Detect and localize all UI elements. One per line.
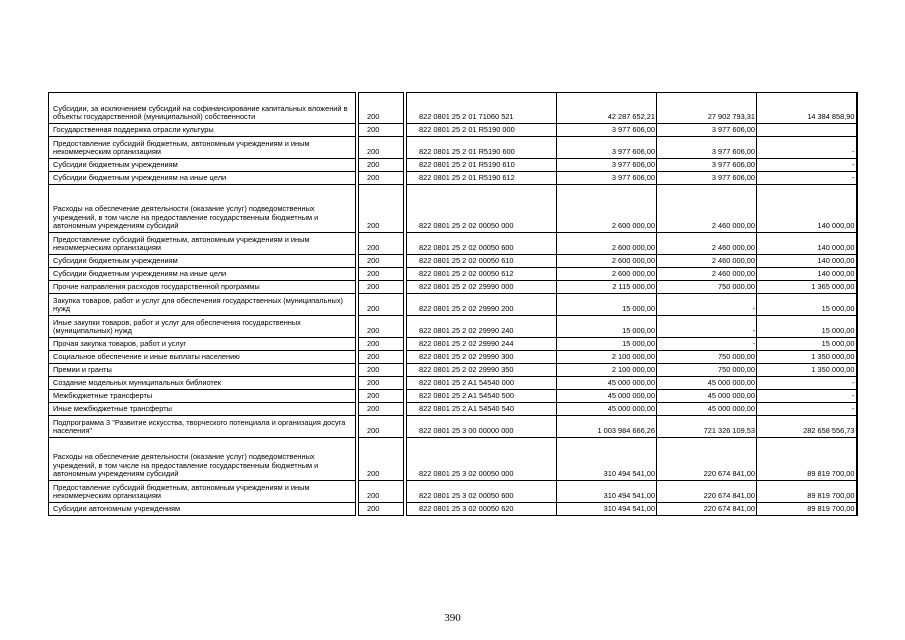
line-code-cell: 200 xyxy=(359,377,404,390)
unexecuted-amount-cell: 15 000,00 xyxy=(757,316,857,338)
budget-code-cell: 822 0801 25 3 02 00050 600 xyxy=(407,481,557,503)
budget-code-cell: 822 0801 25 2 01 R5190 600 xyxy=(407,137,557,159)
budget-code-cell: 822 0801 25 2 02 29990 350 xyxy=(407,364,557,377)
executed-amount-cell: 45 000 000,00 xyxy=(657,390,757,403)
line-code-cell: 200 xyxy=(359,438,404,481)
unexecuted-amount-cell: - xyxy=(757,403,857,416)
executed-amount-cell: 750 000,00 xyxy=(657,281,757,294)
budget-code-cell: 822 0801 25 2 02 29990 200 xyxy=(407,294,557,316)
expense-name-cell: Предоставление субсидий бюджетным, автономным учреждениям и иным некоммерческим организациям xyxy=(49,137,356,159)
table-row xyxy=(49,390,857,403)
executed-amount-cell: 3 977 606,00 xyxy=(657,159,757,172)
expense-name-cell: Иные межбюджетные трансферты xyxy=(49,403,356,416)
table-row xyxy=(49,403,857,416)
executed-amount-cell: 3 977 606,00 xyxy=(657,124,757,137)
unexecuted-amount-cell: - xyxy=(757,159,857,172)
unexecuted-amount-cell: 140 000,00 xyxy=(757,268,857,281)
budget-code-cell: 822 0801 25 2 01 71060 521 xyxy=(407,93,557,124)
budget-code-cell: 822 0801 25 2 02 00050 610 xyxy=(407,255,557,268)
executed-amount-cell: 721 326 109,53 xyxy=(657,416,757,438)
unexecuted-amount-cell: 140 000,00 xyxy=(757,255,857,268)
line-code-cell: 200 xyxy=(359,351,404,364)
expense-name-cell: Субсидии бюджетным учреждениям xyxy=(49,159,356,172)
line-code-cell: 200 xyxy=(359,403,404,416)
table-row xyxy=(49,416,857,438)
table-row xyxy=(49,93,857,124)
unexecuted-amount-cell: 282 658 556,73 xyxy=(757,416,857,438)
expense-name-cell: Создание модельных муниципальных библиотек xyxy=(49,377,356,390)
executed-amount-cell: 2 460 000,00 xyxy=(657,233,757,255)
budget-code-cell: 822 0801 25 2 01 R5190 610 xyxy=(407,159,557,172)
budget-code-cell: 822 0801 25 2 02 00050 600 xyxy=(407,233,557,255)
budget-code-cell: 822 0801 25 2 A1 54540 500 xyxy=(407,390,557,403)
line-code-cell: 200 xyxy=(359,281,404,294)
unexecuted-amount-cell: 140 000,00 xyxy=(757,185,857,233)
expense-name-cell: Расходы на обеспечение деятельности (оказание услуг) подведомственных учреждений, в том числе на предоставление государственным бюджетным и автономным учреждениям субсидий xyxy=(49,438,356,481)
approved-amount-cell: 2 600 000,00 xyxy=(557,185,657,233)
expense-name-cell: Субсидии, за исключением субсидий на софинансирование капитальных вложений в объекты государственной (муниципальной) собственности xyxy=(49,93,356,124)
table-row xyxy=(49,481,857,503)
table-row xyxy=(49,503,857,516)
executed-amount-cell: 2 460 000,00 xyxy=(657,268,757,281)
budget-code-cell: 822 0801 25 3 00 00000 000 xyxy=(407,416,557,438)
expense-name-cell: Межбюджетные трансферты xyxy=(49,390,356,403)
expense-name-cell: Премии и гранты xyxy=(49,364,356,377)
approved-amount-cell: 2 600 000,00 xyxy=(557,233,657,255)
approved-amount-cell: 3 977 606,00 xyxy=(557,137,657,159)
table-row xyxy=(49,338,857,351)
budget-code-cell: 822 0801 25 2 02 29990 000 xyxy=(407,281,557,294)
approved-amount-cell: 15 000,00 xyxy=(557,316,657,338)
table-row xyxy=(49,185,857,233)
table-row xyxy=(49,137,857,159)
unexecuted-amount-cell: - xyxy=(757,377,857,390)
approved-amount-cell: 42 287 652,21 xyxy=(557,93,657,124)
unexecuted-amount-cell: - xyxy=(757,390,857,403)
page-number: 390 xyxy=(444,612,461,624)
budget-code-cell: 822 0801 25 2 02 00050 000 xyxy=(407,185,557,233)
line-code-cell: 200 xyxy=(359,233,404,255)
approved-amount-cell: 3 977 606,00 xyxy=(557,124,657,137)
approved-amount-cell: 2 100 000,00 xyxy=(557,351,657,364)
expense-name-cell: Субсидии автономным учреждениям xyxy=(49,503,356,516)
line-code-cell: 200 xyxy=(359,124,404,137)
budget-code-cell: 822 0801 25 2 02 29990 244 xyxy=(407,338,557,351)
executed-amount-cell: 3 977 606,00 xyxy=(657,172,757,185)
expense-name-cell: Закупка товаров, работ и услуг для обеспечения государственных (муниципальных) нужд xyxy=(49,294,356,316)
approved-amount-cell: 2 115 000,00 xyxy=(557,281,657,294)
table-row xyxy=(49,364,857,377)
executed-amount-cell: 750 000,00 xyxy=(657,364,757,377)
unexecuted-amount-cell: 15 000,00 xyxy=(757,294,857,316)
expense-name-cell: Иные закупки товаров, работ и услуг для обеспечения государственных (муниципальных) нужд xyxy=(49,316,356,338)
unexecuted-amount-cell: 1 350 000,00 xyxy=(757,364,857,377)
table-body xyxy=(49,93,857,516)
budget-code-cell: 822 0801 25 2 A1 54540 540 xyxy=(407,403,557,416)
budget-code-cell: 822 0801 25 2 02 29990 240 xyxy=(407,316,557,338)
executed-amount-cell: 45 000 000,00 xyxy=(657,403,757,416)
line-code-cell: 200 xyxy=(359,338,404,351)
table-row xyxy=(49,281,857,294)
table-row xyxy=(49,294,857,316)
unexecuted-amount-cell: 1 365 000,00 xyxy=(757,281,857,294)
expense-name-cell: Субсидии бюджетным учреждениям на иные цели xyxy=(49,268,356,281)
unexecuted-amount-cell: 89 819 700,00 xyxy=(757,481,857,503)
table-row xyxy=(49,124,857,137)
table-row xyxy=(49,377,857,390)
expense-name-cell: Государственная поддержка отрасли культуры xyxy=(49,124,356,137)
line-code-cell: 200 xyxy=(359,255,404,268)
line-code-cell: 200 xyxy=(359,503,404,516)
executed-amount-cell: 2 460 000,00 xyxy=(657,255,757,268)
approved-amount-cell: 15 000,00 xyxy=(557,338,657,351)
approved-amount-cell: 2 100 000,00 xyxy=(557,364,657,377)
table-row xyxy=(49,268,857,281)
executed-amount-cell: - xyxy=(657,294,757,316)
line-code-cell: 200 xyxy=(359,172,404,185)
approved-amount-cell: 45 000 000,00 xyxy=(557,377,657,390)
budget-code-cell: 822 0801 25 2 02 29990 300 xyxy=(407,351,557,364)
expense-name-cell: Субсидии бюджетным учреждениям на иные цели xyxy=(49,172,356,185)
executed-amount-cell: 27 902 793,31 xyxy=(657,93,757,124)
unexecuted-amount-cell: - xyxy=(757,137,857,159)
executed-amount-cell: 750 000,00 xyxy=(657,351,757,364)
line-code-cell: 200 xyxy=(359,93,404,124)
executed-amount-cell: 220 674 841,00 xyxy=(657,438,757,481)
approved-amount-cell: 310 494 541,00 xyxy=(557,481,657,503)
budget-code-cell: 822 0801 25 3 02 00050 000 xyxy=(407,438,557,481)
budget-table xyxy=(48,92,858,516)
executed-amount-cell: 45 000 000,00 xyxy=(657,377,757,390)
line-code-cell: 200 xyxy=(359,364,404,377)
approved-amount-cell: 45 000 000,00 xyxy=(557,403,657,416)
expense-name-cell: Расходы на обеспечение деятельности (оказание услуг) подведомственных учреждений, в том числе на предоставление государственным бюджетным и автономным учреждениям субсидий xyxy=(49,185,356,233)
table-row xyxy=(49,255,857,268)
budget-code-cell: 822 0801 25 2 01 R5190 000 xyxy=(407,124,557,137)
unexecuted-amount-cell: 1 350 000,00 xyxy=(757,351,857,364)
expense-name-cell: Предоставление субсидий бюджетным, автономным учреждениям и иным некоммерческим организациям xyxy=(49,233,356,255)
expense-name-cell: Подпрограмма 3 "Развитие искусства, творческого потенциала и организация досуга населения" xyxy=(49,416,356,438)
approved-amount-cell: 3 977 606,00 xyxy=(557,159,657,172)
approved-amount-cell: 310 494 541,00 xyxy=(557,438,657,481)
budget-code-cell: 822 0801 25 3 02 00050 620 xyxy=(407,503,557,516)
approved-amount-cell: 310 494 541,00 xyxy=(557,503,657,516)
line-code-cell: 200 xyxy=(359,481,404,503)
executed-amount-cell: 220 674 841,00 xyxy=(657,503,757,516)
executed-amount-cell: - xyxy=(657,316,757,338)
executed-amount-cell: - xyxy=(657,338,757,351)
approved-amount-cell: 3 977 606,00 xyxy=(557,172,657,185)
unexecuted-amount-cell: 89 819 700,00 xyxy=(757,438,857,481)
budget-code-cell: 822 0801 25 2 02 00050 612 xyxy=(407,268,557,281)
unexecuted-amount-cell: 15 000,00 xyxy=(757,338,857,351)
line-code-cell: 200 xyxy=(359,137,404,159)
approved-amount-cell: 15 000,00 xyxy=(557,294,657,316)
unexecuted-amount-cell xyxy=(757,124,857,137)
expense-name-cell: Прочая закупка товаров, работ и услуг xyxy=(49,338,356,351)
unexecuted-amount-cell: 14 384 858,90 xyxy=(757,93,857,124)
executed-amount-cell: 220 674 841,00 xyxy=(657,481,757,503)
table-row xyxy=(49,159,857,172)
unexecuted-amount-cell: - xyxy=(757,172,857,185)
expense-name-cell: Субсидии бюджетным учреждениям xyxy=(49,255,356,268)
approved-amount-cell: 2 600 000,00 xyxy=(557,255,657,268)
line-code-cell: 200 xyxy=(359,268,404,281)
table-row xyxy=(49,351,857,364)
line-code-cell: 200 xyxy=(359,316,404,338)
line-code-cell: 200 xyxy=(359,185,404,233)
line-code-cell: 200 xyxy=(359,294,404,316)
line-code-cell: 200 xyxy=(359,416,404,438)
line-code-cell: 200 xyxy=(359,159,404,172)
approved-amount-cell: 2 600 000,00 xyxy=(557,268,657,281)
budget-code-cell: 822 0801 25 2 A1 54540 000 xyxy=(407,377,557,390)
table-row xyxy=(49,316,857,338)
approved-amount-cell: 1 003 984 666,26 xyxy=(557,416,657,438)
table-row xyxy=(49,233,857,255)
expense-name-cell: Прочие направления расходов государственной программы xyxy=(49,281,356,294)
table-row xyxy=(49,438,857,481)
executed-amount-cell: 2 460 000,00 xyxy=(657,185,757,233)
unexecuted-amount-cell: 89 819 700,00 xyxy=(757,503,857,516)
line-code-cell: 200 xyxy=(359,390,404,403)
unexecuted-amount-cell: 140 000,00 xyxy=(757,233,857,255)
approved-amount-cell: 45 000 000,00 xyxy=(557,390,657,403)
table-row xyxy=(49,172,857,185)
expense-name-cell: Предоставление субсидий бюджетным, автономным учреждениям и иным некоммерческим организациям xyxy=(49,481,356,503)
executed-amount-cell: 3 977 606,00 xyxy=(657,137,757,159)
expense-name-cell: Социальное обеспечение и иные выплаты населению xyxy=(49,351,356,364)
budget-code-cell: 822 0801 25 2 01 R5190 612 xyxy=(407,172,557,185)
